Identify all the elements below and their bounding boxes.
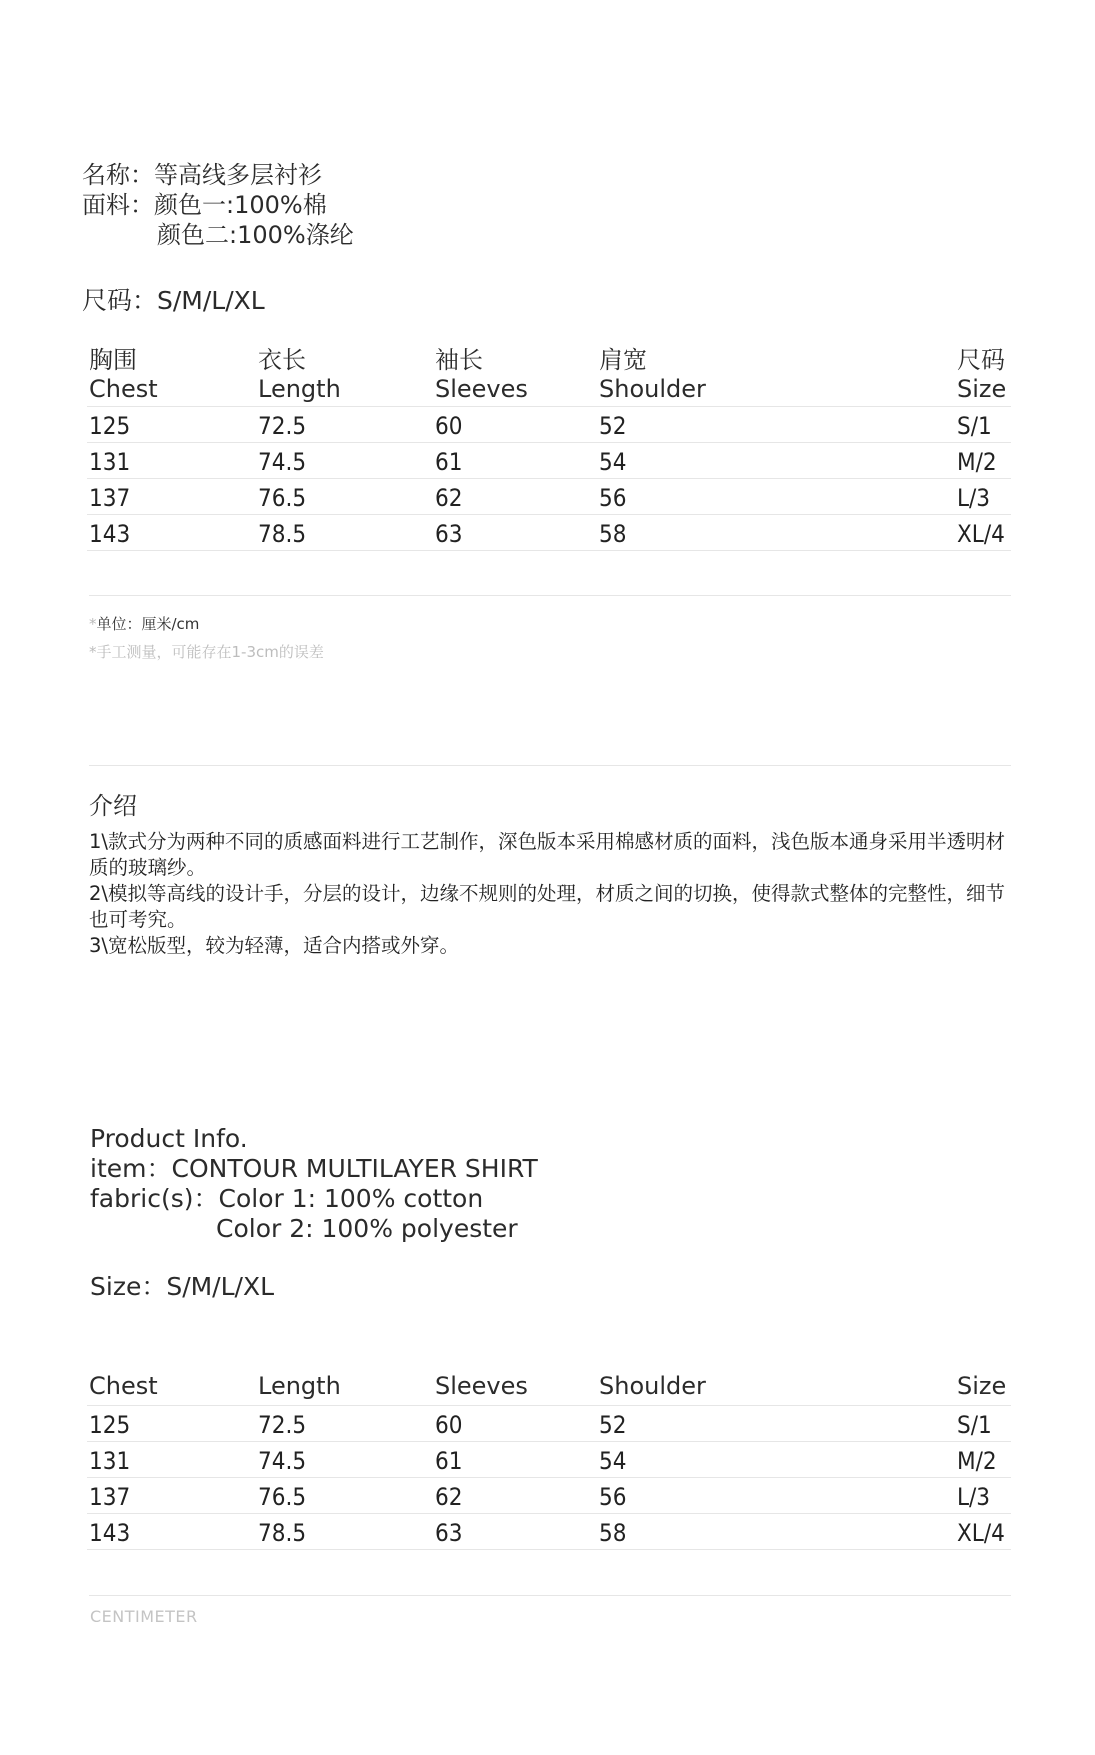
cell-sleeves: 62 <box>435 1483 463 1511</box>
cell-chest: 143 <box>89 520 131 548</box>
cell-chest: 131 <box>89 448 131 476</box>
header-length: 衣长 Length <box>258 346 341 403</box>
cell-chest: 137 <box>89 484 131 512</box>
cell-chest: 125 <box>89 1411 131 1439</box>
cell-size: L/3 <box>957 484 991 512</box>
cell-sleeves: 60 <box>435 1411 463 1439</box>
cell-length: 76.5 <box>258 1483 307 1511</box>
table-row <box>87 1477 1011 1513</box>
cell-shoulder: 58 <box>599 1519 627 1547</box>
table-row <box>87 406 1011 442</box>
intro-paragraph: 3\宽松版型，较为轻薄，适合内搭或外穿。 <box>89 934 459 957</box>
cell-chest: 143 <box>89 1519 131 1547</box>
cell-size: M/2 <box>957 448 997 476</box>
cell-shoulder: 56 <box>599 484 627 512</box>
table-row <box>87 514 1011 551</box>
cell-length: 76.5 <box>258 484 307 512</box>
intro-body <box>89 829 1009 959</box>
table-row <box>87 1513 1011 1550</box>
cell-sleeves: 61 <box>435 1447 463 1475</box>
cell-shoulder: 54 <box>599 1447 627 1475</box>
header-sleeves: Sleeves <box>435 1372 528 1400</box>
cell-length: 74.5 <box>258 1447 307 1475</box>
cell-size: S/1 <box>957 1411 992 1439</box>
cn-table-header <box>87 346 1011 406</box>
en-info-title: Product Info. <box>90 1124 248 1153</box>
cell-sleeves: 63 <box>435 1519 463 1547</box>
cell-shoulder: 56 <box>599 1483 627 1511</box>
en-table-header <box>87 1372 1011 1405</box>
cell-chest: 137 <box>89 1483 131 1511</box>
header-shoulder: 肩宽 Shoulder <box>599 346 706 403</box>
header-chest: 胸围 Chest <box>89 346 158 403</box>
divider <box>89 1595 1011 1596</box>
table-row <box>87 442 1011 478</box>
cell-shoulder: 58 <box>599 520 627 548</box>
cell-size: L/3 <box>957 1483 991 1511</box>
en-fabric-line-2: Color 2: 100% polyester <box>216 1214 518 1243</box>
cell-chest: 131 <box>89 1447 131 1475</box>
header-shoulder: Shoulder <box>599 1372 706 1400</box>
header-sleeves: 袖长 Sleeves <box>435 346 528 403</box>
en-size-table <box>87 1372 1011 1550</box>
cell-shoulder: 52 <box>599 1411 627 1439</box>
cn-size-table <box>87 346 1011 551</box>
measure-note: *手工测量，可能存在1-3cm的误差 <box>89 643 324 661</box>
cell-size: XL/4 <box>957 520 1005 548</box>
intro-paragraph: 2\模拟等高线的设计手，分层的设计，边缘不规则的处理，材质之间的切换，使得款式整体的完整性，细节也可考究。 <box>89 882 1005 931</box>
header-size: 尺码 Size <box>957 346 1007 403</box>
intro-title: 介绍 <box>89 792 137 820</box>
en-product-info <box>90 1124 538 1244</box>
cell-sleeves: 63 <box>435 520 463 548</box>
divider <box>89 765 1011 766</box>
cell-length: 72.5 <box>258 412 307 440</box>
cell-length: 78.5 <box>258 520 307 548</box>
table-row <box>87 1405 1011 1441</box>
cn-product-info <box>82 160 354 250</box>
cell-size: XL/4 <box>957 1519 1005 1547</box>
cell-size: M/2 <box>957 1447 997 1475</box>
cn-size-line: 尺码：S/M/L/XL <box>82 286 265 315</box>
en-item-line: item：CONTOUR MULTILAYER SHIRT <box>90 1154 538 1183</box>
unit-note: *单位：厘米/cm <box>89 615 200 633</box>
cell-length: 74.5 <box>258 448 307 476</box>
en-fabric-line: fabric(s)：Color 1: 100% cotton <box>90 1184 484 1213</box>
cell-size: S/1 <box>957 412 992 440</box>
table-row <box>87 1441 1011 1477</box>
intro-paragraph: 1\款式分为两种不同的质感面料进行工艺制作，深色版本采用棉感材质的面料，浅色版本通身采用半透明材质的玻璃纱。 <box>89 830 1005 879</box>
cn-fabric-line-2: 颜色二:100%涤纶 <box>157 221 354 249</box>
cell-length: 78.5 <box>258 1519 307 1547</box>
cell-shoulder: 54 <box>599 448 627 476</box>
cn-name-line: 名称：等高线多层衬衫 <box>82 161 322 189</box>
en-size-line: Size：S/M/L/XL <box>90 1272 275 1301</box>
cell-length: 72.5 <box>258 1411 307 1439</box>
cell-sleeves: 62 <box>435 484 463 512</box>
header-chest: Chest <box>89 1372 158 1400</box>
centimeter-label: CENTIMETER <box>90 1607 198 1626</box>
header-length: Length <box>258 1372 341 1400</box>
cell-chest: 125 <box>89 412 131 440</box>
cn-fabric-line: 面料：颜色一:100%棉 <box>82 191 327 219</box>
cell-sleeves: 60 <box>435 412 463 440</box>
cell-sleeves: 61 <box>435 448 463 476</box>
table-row <box>87 478 1011 514</box>
header-size: Size <box>957 1372 1007 1400</box>
divider <box>89 595 1011 596</box>
cell-shoulder: 52 <box>599 412 627 440</box>
